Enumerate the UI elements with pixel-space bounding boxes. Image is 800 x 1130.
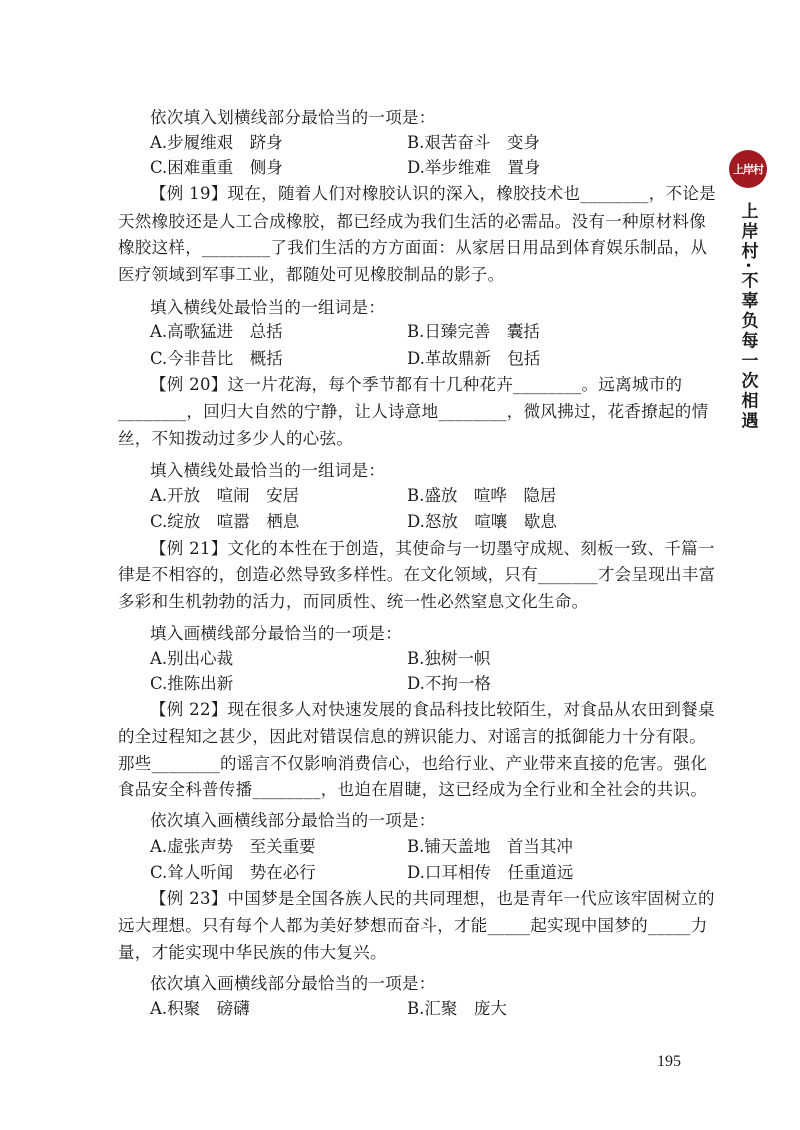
example-19-line-1: 【例 19】现在，随着人们对橡胶认识的深入，橡胶技术也________，不论是 <box>150 184 716 203</box>
example-23-line-2: 远大理想。只有每个人都为美好梦想而奋斗，才能_____起实现中国梦的_____力 <box>118 916 708 935</box>
option-a: A.虚张声势 至关重要 <box>150 837 316 856</box>
example-21-line-3: 多彩和生机勃勃的活力，而同质性、统一性必然窒息文化生命。 <box>118 592 589 611</box>
option-d: D.革故鼎新 包括 <box>407 349 541 368</box>
example-22-line-2: 的全过程知之甚少，因此对错误信息的辨识能力、对谣言的抵御能力十分有限。 <box>118 727 706 746</box>
option-d: D.怒放 喧嚷 歇息 <box>407 512 557 531</box>
brand-slogan: 上岸村·不辜负每一次相遇 <box>737 202 758 432</box>
option-a: A.高歌猛进 总括 <box>150 322 283 341</box>
question-prompt: 填入横线处最恰当的一组词是： <box>150 298 386 317</box>
option-c: C.今非昔比 概括 <box>150 349 283 368</box>
option-c: C.推陈出新 <box>150 674 234 693</box>
option-b: B.盛放 喧哗 隐居 <box>407 486 557 505</box>
example-22-line-4: 食品安全科普传播________，也迫在眉睫，这已经成为全行业和全社会的共识。 <box>118 780 708 799</box>
option-d: D.举步维难 置身 <box>407 158 541 177</box>
question-prompt: 填入画横线部分最恰当的一项是： <box>150 624 402 643</box>
option-c: C.绽放 喧嚣 栖息 <box>150 512 300 531</box>
example-22-line-1: 【例 22】现在很多人对快速发展的食品科技比较陌生，对食品从农田到餐桌 <box>150 700 715 719</box>
option-b: B.艰苦奋斗 变身 <box>407 133 540 152</box>
question-prompt: 依次填入画横线部分最恰当的一项是： <box>150 811 436 830</box>
example-22-line-3: 那些________的谣言不仅影响消费信心，也给行业、产业带来直接的危害。强化 <box>118 754 708 773</box>
example-20-line-1: 【例 20】这一片花海，每个季节都有十几种花卉________。远离城市的 <box>150 375 683 394</box>
example-19-line-3: 橡胶这样，________了我们生活的方方面面：从家居日用品到体育娱乐制品，从 <box>118 238 708 257</box>
example-23-line-3: 量，才能实现中华民族的伟大复兴。 <box>118 943 387 962</box>
example-19-line-2: 天然橡胶还是人工合成橡胶，都已经成为我们生活的必需品。没有一种原材料像 <box>118 212 706 231</box>
option-d: D.口耳相传 任重道远 <box>407 863 574 882</box>
example-20-line-3: 丝，不知拨动过多少人的心弦。 <box>118 429 354 448</box>
brand-logo: 上岸村 <box>729 150 767 188</box>
option-b: B.铺天盖地 首当其冲 <box>407 837 573 856</box>
option-b: B.汇聚 庞大 <box>407 999 507 1018</box>
option-a: A.步履维艰 跻身 <box>150 133 283 152</box>
question-prompt: 填入横线处最恰当的一组词是： <box>150 461 386 480</box>
option-d: D.不拘一格 <box>407 674 491 693</box>
question-prompt: 依次填入划横线部分最恰当的一项是： <box>150 108 436 127</box>
option-c: C.耸人听闻 势在必行 <box>150 863 316 882</box>
example-19-line-4: 医疗领域到军事工业，都随处可见橡胶制品的影子。 <box>118 265 505 284</box>
option-a: A.开放 喧闹 安居 <box>150 486 300 505</box>
example-21-line-1: 【例 21】文化的本性在于创造，其使命与一切墨守成规、刻板一致、千篇一 <box>150 539 715 558</box>
option-b: B.独树一帜 <box>407 649 491 668</box>
option-c: C.困难重重 侧身 <box>150 158 283 177</box>
side-branding <box>728 150 768 431</box>
option-b: B.日臻完善 囊括 <box>407 322 540 341</box>
question-prompt: 依次填入画横线部分最恰当的一项是： <box>150 974 436 993</box>
option-a: A.积聚 磅礴 <box>150 999 250 1018</box>
option-a: A.别出心裁 <box>150 649 234 668</box>
example-20-line-2: ________，回归大自然的宁静，让人诗意地________，微风拂过，花香撩起的情 <box>118 402 709 421</box>
example-21-line-2: 律是不相容的，创造必然导致多样性。在文化领域，只有_______才会呈现出丰富 <box>118 565 716 584</box>
page-number: 195 <box>657 1053 681 1070</box>
example-23-line-1: 【例 23】中国梦是全国各族人民的共同理想，也是青年一代应该牢固树立的 <box>150 889 715 908</box>
